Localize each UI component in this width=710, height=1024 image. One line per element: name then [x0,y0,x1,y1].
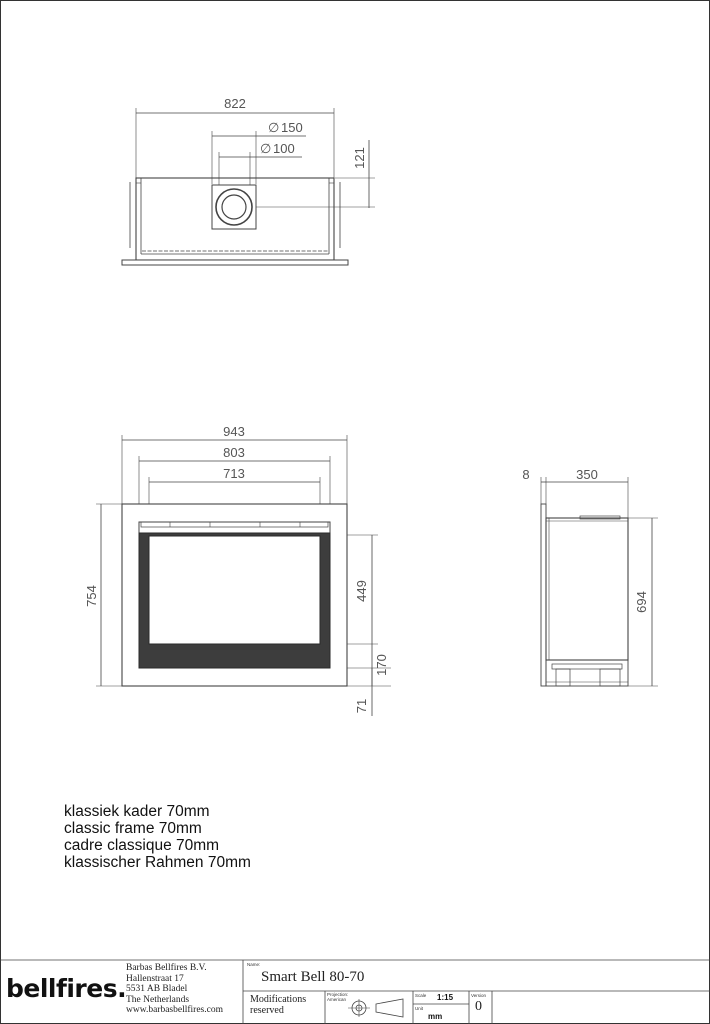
scale-value: 1:15 [437,993,454,1002]
company-address [126,963,223,1016]
dim-822-label: 822 [224,96,246,111]
base-foot [600,669,620,686]
scale-label: Scale [415,993,427,998]
company-city: 5531 AB Bladel [126,984,188,994]
dim-713-label: 713 [223,466,245,481]
dim-803-label: 803 [223,445,245,460]
modifications-note [250,994,306,1016]
company-name: Barbas Bellfires B.V. [126,963,207,973]
version-label: Version [471,993,487,998]
top-view [122,108,375,265]
dim-694-label: 694 [634,591,649,613]
dim-8-label: 8 [522,467,530,482]
modifications-line-2: reserved [250,1005,284,1016]
modifications-line-1: Modifications [250,994,307,1005]
dim-71-label: 71 [354,698,369,714]
dim-449-label: 449 [354,580,369,602]
diameter-100-symbol: ∅ [260,141,272,156]
company-country: The Netherlands [126,994,190,1005]
side-view [541,477,658,686]
dim-121-label: 121 [352,147,367,169]
note-english: classic frame 70mm [64,820,202,837]
flue-collar [212,185,256,229]
frame-notes [64,803,251,871]
unit-label: Unit [415,1006,424,1011]
dim-350-label: 350 [576,467,598,482]
dim-943-label: 943 [223,424,245,439]
unit-value: mm [428,1012,443,1021]
bellfires-logo: bellfires. [6,974,127,1003]
base-rail [552,664,622,669]
note-dutch: klassiek kader 70mm [64,803,210,820]
company-street: Hallenstraat 17 [126,973,184,984]
side-body [546,518,628,660]
projection-cone [376,999,403,1017]
dim-100-label: 100 [273,141,295,156]
diameter-150-symbol: ∅ [268,120,280,135]
note-french: cadre classique 70mm [64,837,220,854]
glass-panel [149,536,320,644]
dim-150-label: 150 [281,120,303,135]
version-value: 0 [475,999,482,1014]
dim-754-label: 754 [84,585,99,607]
projection-value: American [327,997,347,1002]
projection-label: Projection: [327,992,349,997]
name-label: Name: [247,962,261,967]
frame-plate [122,260,348,265]
side-frame-plate [541,504,546,686]
company-website: www.barbasbellfires.com [126,1005,223,1015]
dim-170-label: 170 [374,654,389,676]
note-german: klassischer Rahmen 70mm [64,854,251,871]
base-foot [556,669,570,686]
product-name: Smart Bell 80-70 [261,969,365,985]
